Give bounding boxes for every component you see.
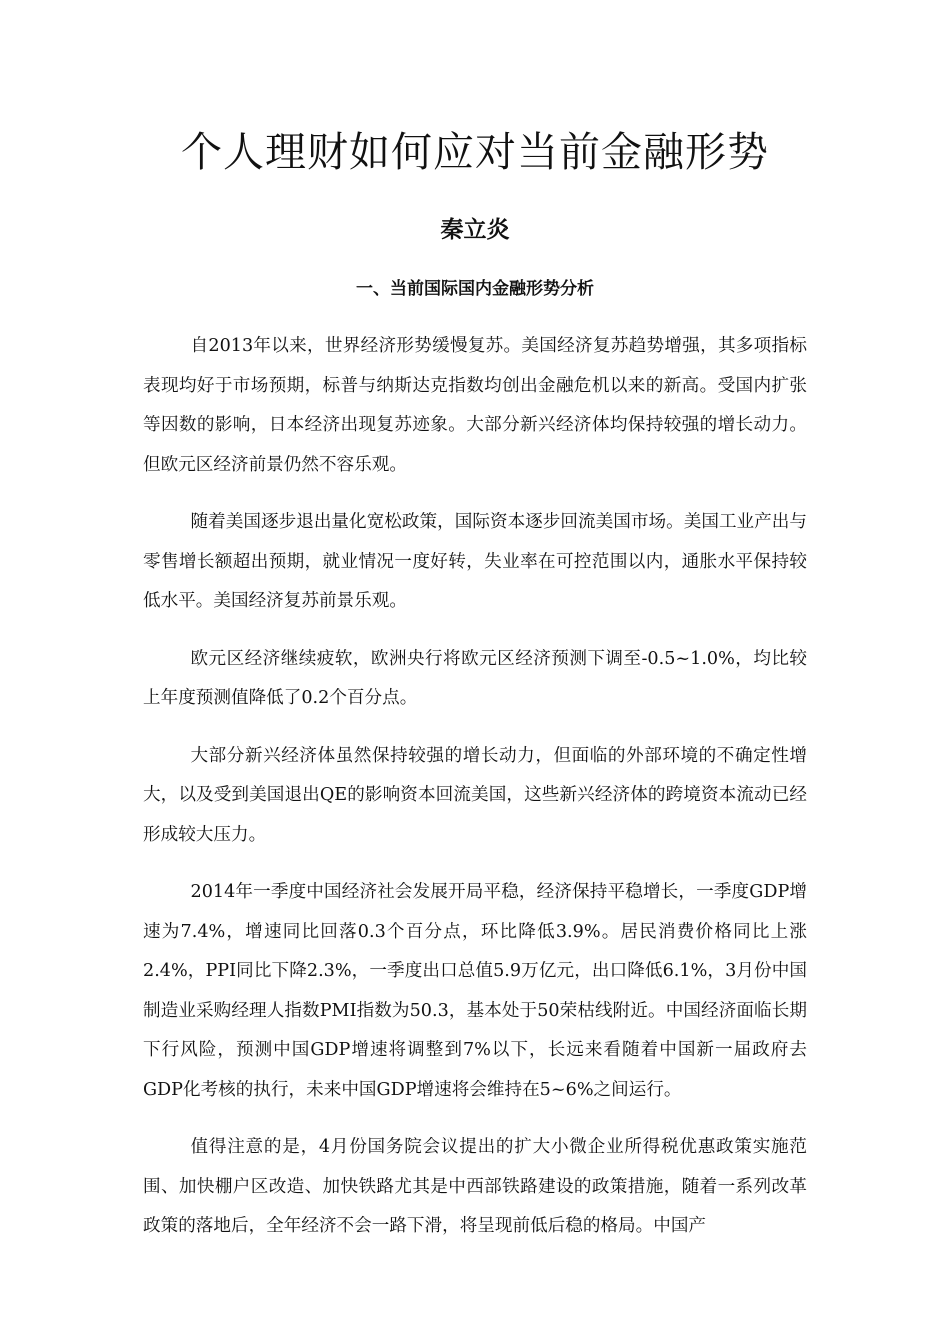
paragraph: 自2013年以来，世界经济形势缓慢复苏。美国经济复苏趋势增强，其多项指标表现均好于市场预期，标普与纳斯达克指数均创出金融危机以来的新高。受国内扩张等因数的影响，日本经济出现复苏迹象。大部分新兴经济体均保持较强的增长动力。但欧元区经济前景仍然不容乐观。: [143, 336, 807, 475]
author-name: 秦立炎: [440, 217, 510, 243]
paragraph: 欧元区经济继续疲软，欧洲央行将欧元区经济预测下调至-0.5~1.0%，均比较上年度预测值降低了0.2个百分点。: [143, 648, 807, 708]
document-title: 个人理财如何应对当前金融形势: [181, 128, 769, 176]
section-heading: 一、当前国际国内金融形势分析: [356, 279, 594, 299]
paragraph: 随着美国逐步退出量化宽松政策，国际资本逐步回流美国市场。美国工业产出与零售增长额超出预期，就业情况一度好转，失业率在可控范围以内，通胀水平保持较低水平。美国经济复苏前景乐观。: [143, 512, 807, 611]
paragraph: 值得注意的是，4月份国务院会议提出的扩大小微企业所得税优惠政策实施范围、加快棚户区改造、加快铁路尤其是中西部铁路建设的政策措施，随着一系列改革政策的落地后，全年经济不会一路下滑，将呈现前低后稳的格局。中国产: [143, 1137, 807, 1236]
document-body: [143, 327, 807, 1265]
paragraph: 大部分新兴经济体虽然保持较强的增长动力，但面临的外部环境的不确定性增大，以及受到美国退出QE的影响资本回流美国，这些新兴经济体的跨境资本流动已经形成较大压力。: [143, 745, 807, 845]
paragraph: 2014年一季度中国经济社会发展开局平稳，经济保持平稳增长，一季度GDP增速为7.4%，增速同比回落0.3个百分点，环比降低3.9%。居民消费价格同比上涨2.4%，PPI同比下降2.3%，一季度出口总值5.9万亿元，出口降低6.1%，3月份中国制造业采购经理人指数PMI指数为50.3，基本处于50荣枯线附近。中国经济面临长期下行风险，预测中国GDP增速将调整到7%以下，长远来看随着中国新一届政府去GDP化考核的执行，未来中国GDP增速将会维持在5~6%之间运行。: [143, 882, 807, 1100]
